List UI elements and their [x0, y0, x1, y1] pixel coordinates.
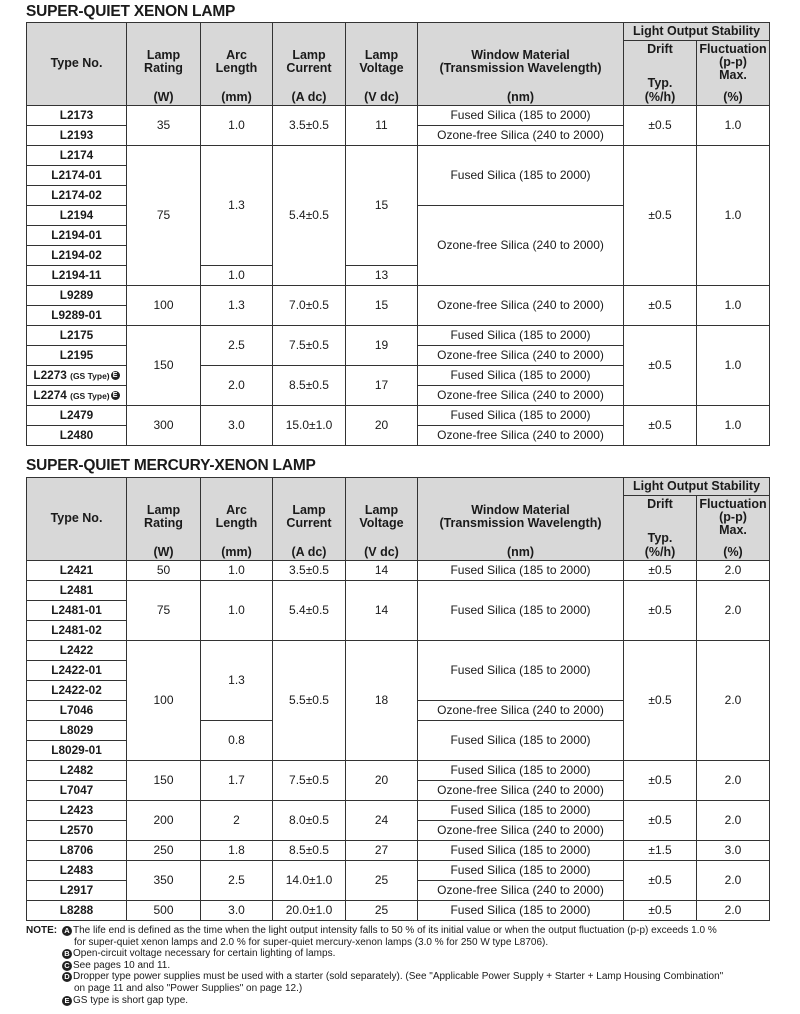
window-material-cell: Fused Silica (185 to 2000) [418, 581, 624, 641]
header-lamp-rating: Lamp Rating (W) [127, 478, 201, 561]
lamp-current-cell: 7.5±0.5 [273, 326, 346, 366]
lamp-current-cell: 5.4±0.5 [273, 581, 346, 641]
header-lamp-current: Lamp Current (A dc) [273, 478, 346, 561]
header-fluctuation: Fluctuation (p-p) Max. (%) [697, 496, 770, 561]
xenon-section-title: SUPER-QUIET XENON LAMP [26, 3, 236, 20]
window-material-cell: Fused Silica (185 to 2000) [418, 901, 624, 921]
header-light-output-stability: Light Output Stability [624, 478, 770, 496]
window-material-cell: Ozone-free Silica (240 to 2000) [418, 781, 624, 801]
lamp-voltage-cell: 14 [346, 561, 418, 581]
lamp-voltage-cell: 11 [346, 106, 418, 146]
type-no-cell: L2482 [27, 761, 127, 781]
type-no-cell: L2194 [27, 206, 127, 226]
drift-cell: ±0.5 [624, 106, 697, 146]
window-material-cell: Fused Silica (185 to 2000) [418, 366, 624, 386]
mercury-section-title: SUPER-QUIET MERCURY-XENON LAMP [26, 457, 316, 474]
type-no-cell: L9289 [27, 286, 127, 306]
window-material-cell: Ozone-free Silica (240 to 2000) [418, 701, 624, 721]
note-e-marker: E [62, 996, 72, 1006]
fluctuation-cell: 1.0 [697, 326, 770, 406]
note-e: E GS type is short gap type. [62, 995, 771, 1007]
note-d-continued: on page 11 and also "Power Supplies" on page 12.) [74, 982, 303, 994]
lamp-rating-cell: 75 [127, 581, 201, 641]
lamp-rating-cell: 35 [127, 106, 201, 146]
window-material-cell: Ozone-free Silica (240 to 2000) [418, 286, 624, 326]
lamp-voltage-cell: 14 [346, 581, 418, 641]
header-window-material: Window Material (Transmission Wavelength) (nm) [418, 478, 624, 561]
header-type-no: Type No. [27, 23, 127, 106]
note-c-marker: C [62, 961, 72, 971]
lamp-voltage-cell: 25 [346, 861, 418, 901]
xenon-lamp-table [26, 22, 770, 446]
lamp-current-cell: 7.0±0.5 [273, 286, 346, 326]
note-a: A The life end is defined as the time when the light output intensity falls to 50 % of its initial value or when the output fluctuation (p-p) exceeds 1.0 % [62, 925, 771, 937]
type-no-cell: L2422-02 [27, 681, 127, 701]
note-c: C See pages 10 and 11. [62, 960, 771, 972]
header-lamp-rating: Lamp Rating (W) [127, 23, 201, 106]
window-material-cell: Ozone-free Silica (240 to 2000) [418, 206, 624, 286]
note-d: D Dropper type power supplies must be used with a starter (sold separately). (See "Applicable Power Supply + Starter + Lamp Housing Combination" [62, 971, 771, 983]
type-no-cell: L2273 (GS Type) E [27, 366, 127, 386]
type-no-cell: L7047 [27, 781, 127, 801]
lamp-voltage-cell: 25 [346, 901, 418, 921]
note-b: B Open-circuit voltage necessary for certain lighting of lamps. [62, 948, 771, 960]
window-material-cell: Fused Silica (185 to 2000) [418, 146, 624, 206]
window-material-cell: Fused Silica (185 to 2000) [418, 861, 624, 881]
type-no-cell: L8029-01 [27, 741, 127, 761]
window-material-cell: Ozone-free Silica (240 to 2000) [418, 126, 624, 146]
window-material-cell: Fused Silica (185 to 2000) [418, 841, 624, 861]
lamp-voltage-cell: 15 [346, 286, 418, 326]
fluctuation-cell: 2.0 [697, 581, 770, 641]
lamp-voltage-cell: 19 [346, 326, 418, 366]
type-no-cell: L2480 [27, 426, 127, 446]
note-b-marker: B [62, 949, 72, 959]
type-no-cell: L2421 [27, 561, 127, 581]
arc-length-cell: 1.3 [201, 286, 273, 326]
type-no-cell: L2175 [27, 326, 127, 346]
lamp-rating-cell: 150 [127, 326, 201, 406]
lamp-voltage-cell: 15 [346, 146, 418, 266]
type-no-cell: L2173 [27, 106, 127, 126]
type-no-cell: L2174-02 [27, 186, 127, 206]
drift-cell: ±0.5 [624, 861, 697, 901]
type-no-cell: L2423 [27, 801, 127, 821]
drift-cell: ±0.5 [624, 581, 697, 641]
lamp-current-cell: 14.0±1.0 [273, 861, 346, 901]
header-arc-length: Arc Length (mm) [201, 23, 273, 106]
window-material-cell: Fused Silica (185 to 2000) [418, 721, 624, 761]
fluctuation-cell: 2.0 [697, 801, 770, 841]
arc-length-cell: 1.0 [201, 581, 273, 641]
type-no-cell: L2274 (GS Type) E [27, 386, 127, 406]
note-d-marker: D [62, 972, 72, 982]
lamp-rating-cell: 300 [127, 406, 201, 446]
type-no-cell: L2193 [27, 126, 127, 146]
lamp-voltage-cell: 27 [346, 841, 418, 861]
drift-cell: ±0.5 [624, 406, 697, 446]
arc-length-cell: 1.0 [201, 561, 273, 581]
type-no-cell: L8288 [27, 901, 127, 921]
fluctuation-cell: 1.0 [697, 406, 770, 446]
header-lamp-voltage: Lamp Voltage (V dc) [346, 23, 418, 106]
drift-cell: ±0.5 [624, 561, 697, 581]
type-no-cell: L8029 [27, 721, 127, 741]
lamp-voltage-cell: 20 [346, 761, 418, 801]
arc-length-cell: 2.0 [201, 366, 273, 406]
window-material-cell: Ozone-free Silica (240 to 2000) [418, 821, 624, 841]
header-window-material: Window Material (Transmission Wavelength) (nm) [418, 23, 624, 106]
fluctuation-cell: 1.0 [697, 146, 770, 286]
lamp-rating-cell: 75 [127, 146, 201, 286]
type-no-cell: L2483 [27, 861, 127, 881]
lamp-current-cell: 5.5±0.5 [273, 641, 346, 761]
header-fluctuation: Fluctuation (p-p) Max. (%) [697, 41, 770, 106]
header-type-no: Type No. [27, 478, 127, 561]
lamp-rating-cell: 100 [127, 641, 201, 761]
type-no-cell: L2174-01 [27, 166, 127, 186]
arc-length-cell: 3.0 [201, 406, 273, 446]
note-e-marker: E [111, 371, 120, 380]
type-no-cell: L2194-02 [27, 246, 127, 266]
arc-length-cell: 3.0 [201, 901, 273, 921]
lamp-voltage-cell: 13 [346, 266, 418, 286]
drift-cell: ±0.5 [624, 901, 697, 921]
arc-length-cell: 1.0 [201, 266, 273, 286]
window-material-cell: Fused Silica (185 to 2000) [418, 406, 624, 426]
lamp-rating-cell: 250 [127, 841, 201, 861]
header-light-output-stability: Light Output Stability [624, 23, 770, 41]
window-material-cell: Fused Silica (185 to 2000) [418, 801, 624, 821]
arc-length-cell: 1.8 [201, 841, 273, 861]
fluctuation-cell: 1.0 [697, 286, 770, 326]
drift-cell: ±0.5 [624, 146, 697, 286]
fluctuation-cell: 2.0 [697, 761, 770, 801]
arc-length-cell: 0.8 [201, 721, 273, 761]
lamp-current-cell: 15.0±1.0 [273, 406, 346, 446]
arc-length-cell: 2.5 [201, 861, 273, 901]
mercury-xenon-lamp-table [26, 477, 770, 921]
drift-cell: ±0.5 [624, 286, 697, 326]
type-no-cell: L8706 [27, 841, 127, 861]
lamp-rating-cell: 100 [127, 286, 201, 326]
type-no-cell: L2174 [27, 146, 127, 166]
drift-cell: ±0.5 [624, 801, 697, 841]
arc-length-cell: 2.5 [201, 326, 273, 366]
lamp-current-cell: 8.5±0.5 [273, 366, 346, 406]
arc-length-cell: 1.7 [201, 761, 273, 801]
arc-length-cell: 1.3 [201, 641, 273, 721]
drift-cell: ±0.5 [624, 326, 697, 406]
notes-label: NOTE: [26, 925, 58, 936]
type-no-cell: L9289-01 [27, 306, 127, 326]
window-material-cell: Ozone-free Silica (240 to 2000) [418, 426, 624, 446]
type-no-cell: L2194-01 [27, 226, 127, 246]
window-material-cell: Ozone-free Silica (240 to 2000) [418, 386, 624, 406]
arc-length-cell: 1.3 [201, 146, 273, 266]
arc-length-cell: 1.0 [201, 106, 273, 146]
arc-length-cell: 2 [201, 801, 273, 841]
lamp-voltage-cell: 20 [346, 406, 418, 446]
fluctuation-cell: 2.0 [697, 641, 770, 761]
header-drift: Drift Typ. (%/h) [624, 41, 697, 106]
lamp-voltage-cell: 24 [346, 801, 418, 841]
lamp-voltage-cell: 17 [346, 366, 418, 406]
note-a-continued: for super-quiet xenon lamps and 2.0 % for super-quiet mercury-xenon lamps (3.0 % for 250 W type L8706). [74, 936, 549, 948]
type-no-cell: L2422 [27, 641, 127, 661]
lamp-current-cell: 7.5±0.5 [273, 761, 346, 801]
type-no-cell: L2570 [27, 821, 127, 841]
type-no-cell: L2481-01 [27, 601, 127, 621]
drift-cell: ±0.5 [624, 641, 697, 761]
lamp-rating-cell: 150 [127, 761, 201, 801]
header-drift: Drift Typ. (%/h) [624, 496, 697, 561]
type-no-cell: L2195 [27, 346, 127, 366]
type-no-cell: L2422-01 [27, 661, 127, 681]
type-no-cell: L2481-02 [27, 621, 127, 641]
note-e-marker: E [111, 391, 120, 400]
fluctuation-cell: 2.0 [697, 901, 770, 921]
header-lamp-current: Lamp Current (A dc) [273, 23, 346, 106]
lamp-current-cell: 8.5±0.5 [273, 841, 346, 861]
window-material-cell: Fused Silica (185 to 2000) [418, 106, 624, 126]
window-material-cell: Fused Silica (185 to 2000) [418, 326, 624, 346]
window-material-cell: Fused Silica (185 to 2000) [418, 761, 624, 781]
lamp-current-cell: 20.0±1.0 [273, 901, 346, 921]
fluctuation-cell: 2.0 [697, 861, 770, 901]
type-no-cell: L7046 [27, 701, 127, 721]
window-material-cell: Fused Silica (185 to 2000) [418, 561, 624, 581]
lamp-rating-cell: 50 [127, 561, 201, 581]
lamp-current-cell: 3.5±0.5 [273, 106, 346, 146]
fluctuation-cell: 1.0 [697, 106, 770, 146]
drift-cell: ±1.5 [624, 841, 697, 861]
type-no-cell: L2481 [27, 581, 127, 601]
lamp-rating-cell: 500 [127, 901, 201, 921]
drift-cell: ±0.5 [624, 761, 697, 801]
fluctuation-cell: 2.0 [697, 561, 770, 581]
header-lamp-voltage: Lamp Voltage (V dc) [346, 478, 418, 561]
lamp-current-cell: 8.0±0.5 [273, 801, 346, 841]
lamp-rating-cell: 200 [127, 801, 201, 841]
lamp-rating-cell: 350 [127, 861, 201, 901]
lamp-current-cell: 3.5±0.5 [273, 561, 346, 581]
fluctuation-cell: 3.0 [697, 841, 770, 861]
lamp-voltage-cell: 18 [346, 641, 418, 761]
notes-section [26, 925, 771, 1006]
header-arc-length: Arc Length (mm) [201, 478, 273, 561]
window-material-cell: Ozone-free Silica (240 to 2000) [418, 881, 624, 901]
type-no-cell: L2194-11 [27, 266, 127, 286]
note-a-marker: A [62, 926, 72, 936]
type-no-cell: L2917 [27, 881, 127, 901]
window-material-cell: Ozone-free Silica (240 to 2000) [418, 346, 624, 366]
type-no-cell: L2479 [27, 406, 127, 426]
lamp-current-cell: 5.4±0.5 [273, 146, 346, 286]
window-material-cell: Fused Silica (185 to 2000) [418, 641, 624, 701]
